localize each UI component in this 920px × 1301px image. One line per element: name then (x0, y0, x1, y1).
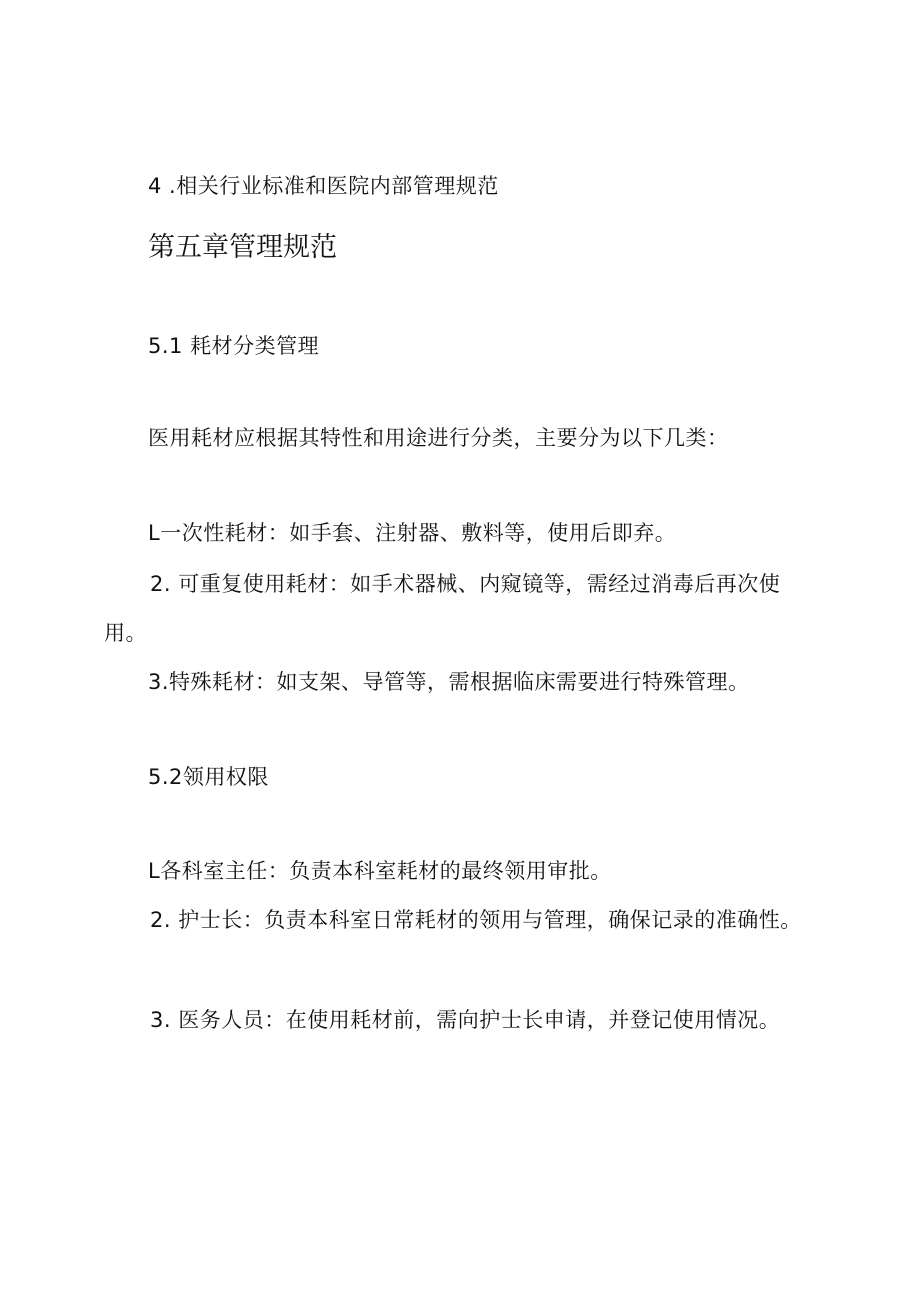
section-5-2-title: 5.2领用权限 (148, 765, 269, 789)
section-5-2-item-3: 3. 医务人员：在使用耗材前，需向护士长申请，并登记使用情况。 (150, 1008, 781, 1032)
section-5-2-item-2: 2. 护士长：负责本科室日常耗材的领用与管理，确保记录的准确性。 (150, 908, 802, 932)
section-5-2-item-1: L各科室主任：负责本科室耗材的最终领用审批。 (148, 859, 612, 883)
section-5-1-item-2: 2. 可重复使用耗材：如手术器械、内窥镜等，需经过消毒后再次使用。 (104, 572, 781, 645)
section-5-1-title: 5.1 耗材分类管理 (148, 334, 320, 358)
section-5-1-item-1: L一次性耗材：如手套、注射器、敷料等，使用后即弃。 (148, 521, 677, 545)
section-5-1-item-3: 3.特殊耗材：如支架、导管等，需根据临床需要进行特殊管理。 (148, 670, 750, 694)
list-item-4: 4 .相关行业标准和医院内部管理规范 (148, 174, 499, 198)
section-5-1-intro: 医用耗材应根据其特性和用途进行分类，主要分为以下几类： (148, 426, 729, 450)
chapter-title: 第五章管理规范 (148, 232, 337, 263)
